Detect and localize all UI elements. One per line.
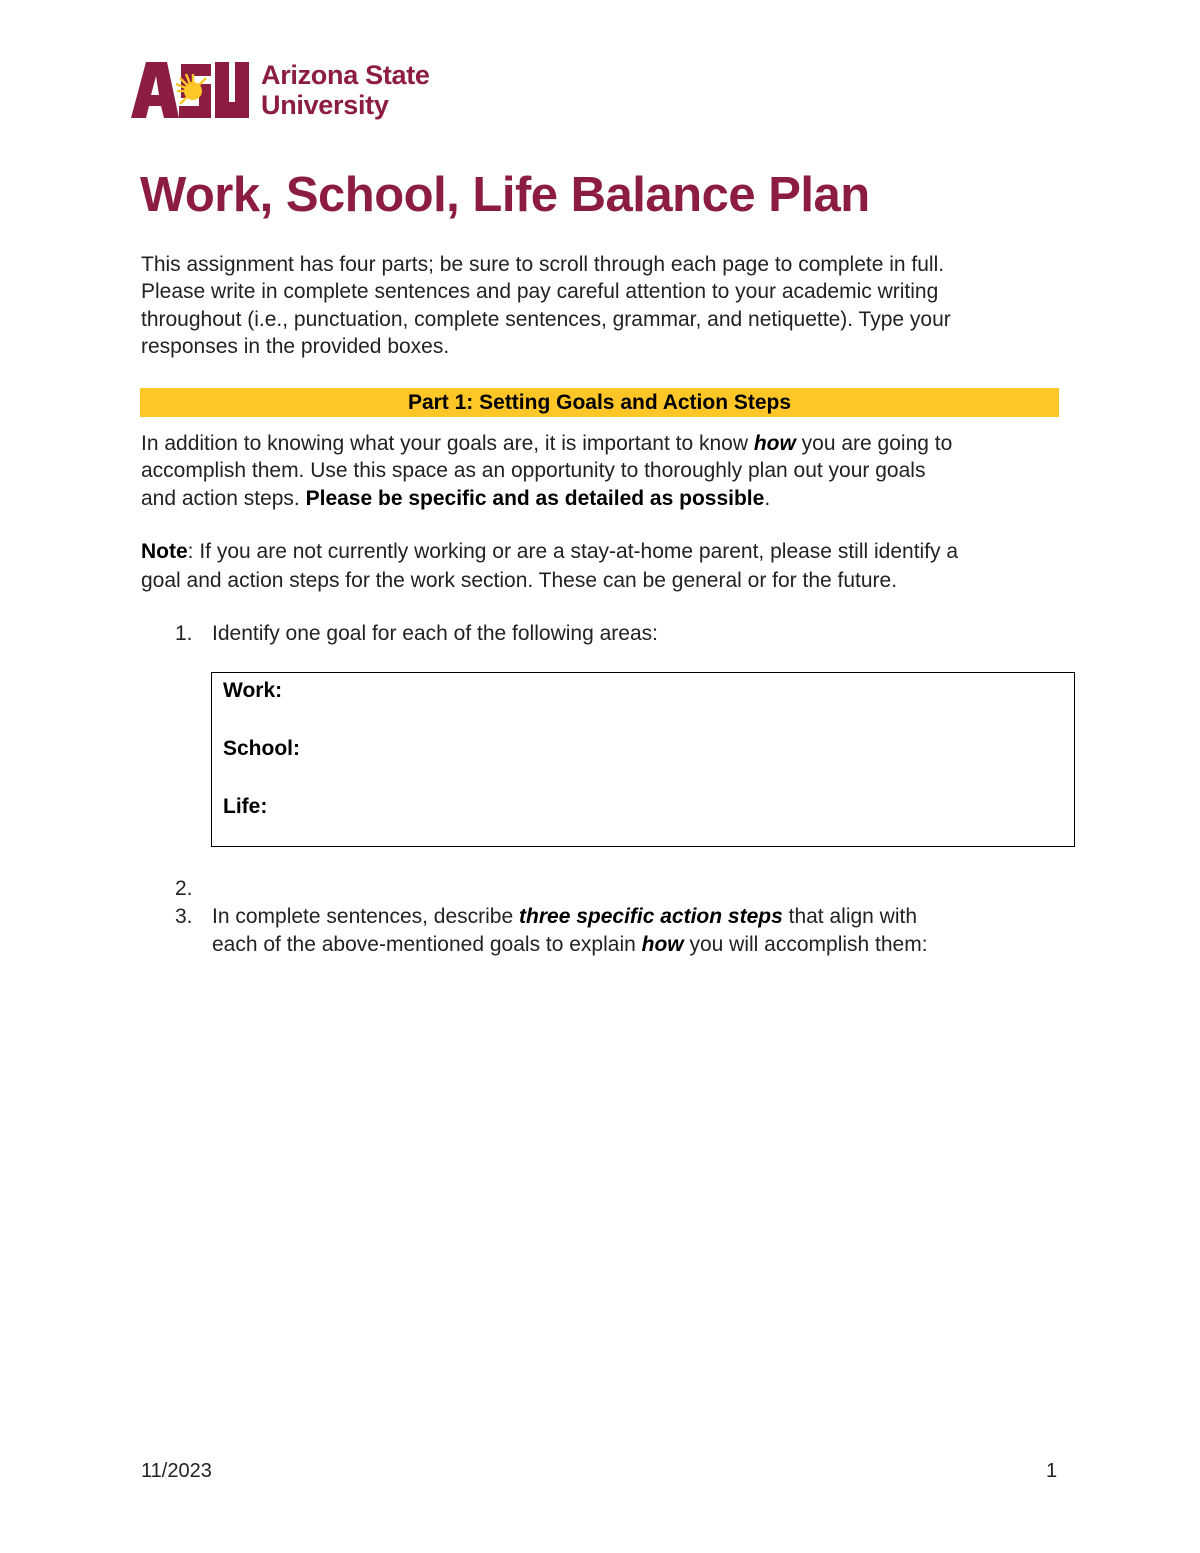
list-text: Identify one goal for each of the following areas: <box>212 622 658 645</box>
text-run: you will accomplish them: <box>683 932 928 956</box>
list-item-1 <box>175 620 658 648</box>
intro-line: responses in the provided boxes. <box>141 334 450 358</box>
page-title: Work, School, Life Balance Plan <box>140 168 870 222</box>
list-number: 1. <box>175 622 193 645</box>
part-1-heading: Part 1: Setting Goals and Action Steps <box>140 388 1059 417</box>
text-run: that align with <box>782 905 918 928</box>
logo-line-1: Arizona State <box>261 60 430 90</box>
logo-line-2: University <box>261 90 389 120</box>
list-number: 2. <box>175 877 193 900</box>
text-run: In addition to knowing what your goals are, it is important to know <box>141 432 754 455</box>
text-run: . <box>764 486 771 510</box>
life-goal-label: Life: <box>223 795 268 818</box>
text-run: accomplish them. Use this space as an opportunity to thoroughly plan out your goals <box>141 459 926 483</box>
list-item-2 <box>175 875 212 903</box>
work-goal-label: Work: <box>223 679 283 702</box>
text-run: and action steps. <box>141 486 306 510</box>
school-goal-label: School: <box>223 737 300 760</box>
list-number: 3. <box>175 905 193 928</box>
asu-wordmark <box>261 60 430 120</box>
asu-logo-mark <box>131 60 251 122</box>
note-label: Note <box>141 540 188 563</box>
text-run: you are going to <box>795 432 953 455</box>
asu-logo <box>131 60 451 122</box>
note-paragraph <box>141 538 958 595</box>
text-run: each of the above-mentioned goals to explain <box>212 932 642 956</box>
intro-line: throughout (i.e., punctuation, complete sentences, grammar, and netiquette). Type your <box>141 307 951 331</box>
text-run: : If you are not currently working or are a stay-at-home parent, please still identify a <box>187 540 959 563</box>
goal-response-box[interactable] <box>211 672 1075 847</box>
emphasis-specific: Please be specific and as detailed as possible <box>305 486 765 510</box>
intro-line: Please write in complete sentences and pay careful attention to your academic writing <box>141 280 939 304</box>
emphasis-how: how <box>641 932 684 956</box>
intro-paragraph <box>141 251 951 360</box>
goals-paragraph <box>141 430 952 512</box>
footer-date: 11/2023 <box>141 1460 212 1482</box>
page-number: 1 <box>1046 1460 1058 1482</box>
text-run: goal and action steps for the work section. These can be general or for the future. <box>141 568 898 592</box>
intro-line: This assignment has four parts; be sure to scroll through each page to complete in full. <box>141 253 945 276</box>
emphasis-action-steps: three specific action steps <box>519 905 783 928</box>
emphasis-how: how <box>753 432 796 455</box>
text-run: In complete sentences, describe <box>212 905 520 928</box>
list-item-3 <box>175 903 928 958</box>
